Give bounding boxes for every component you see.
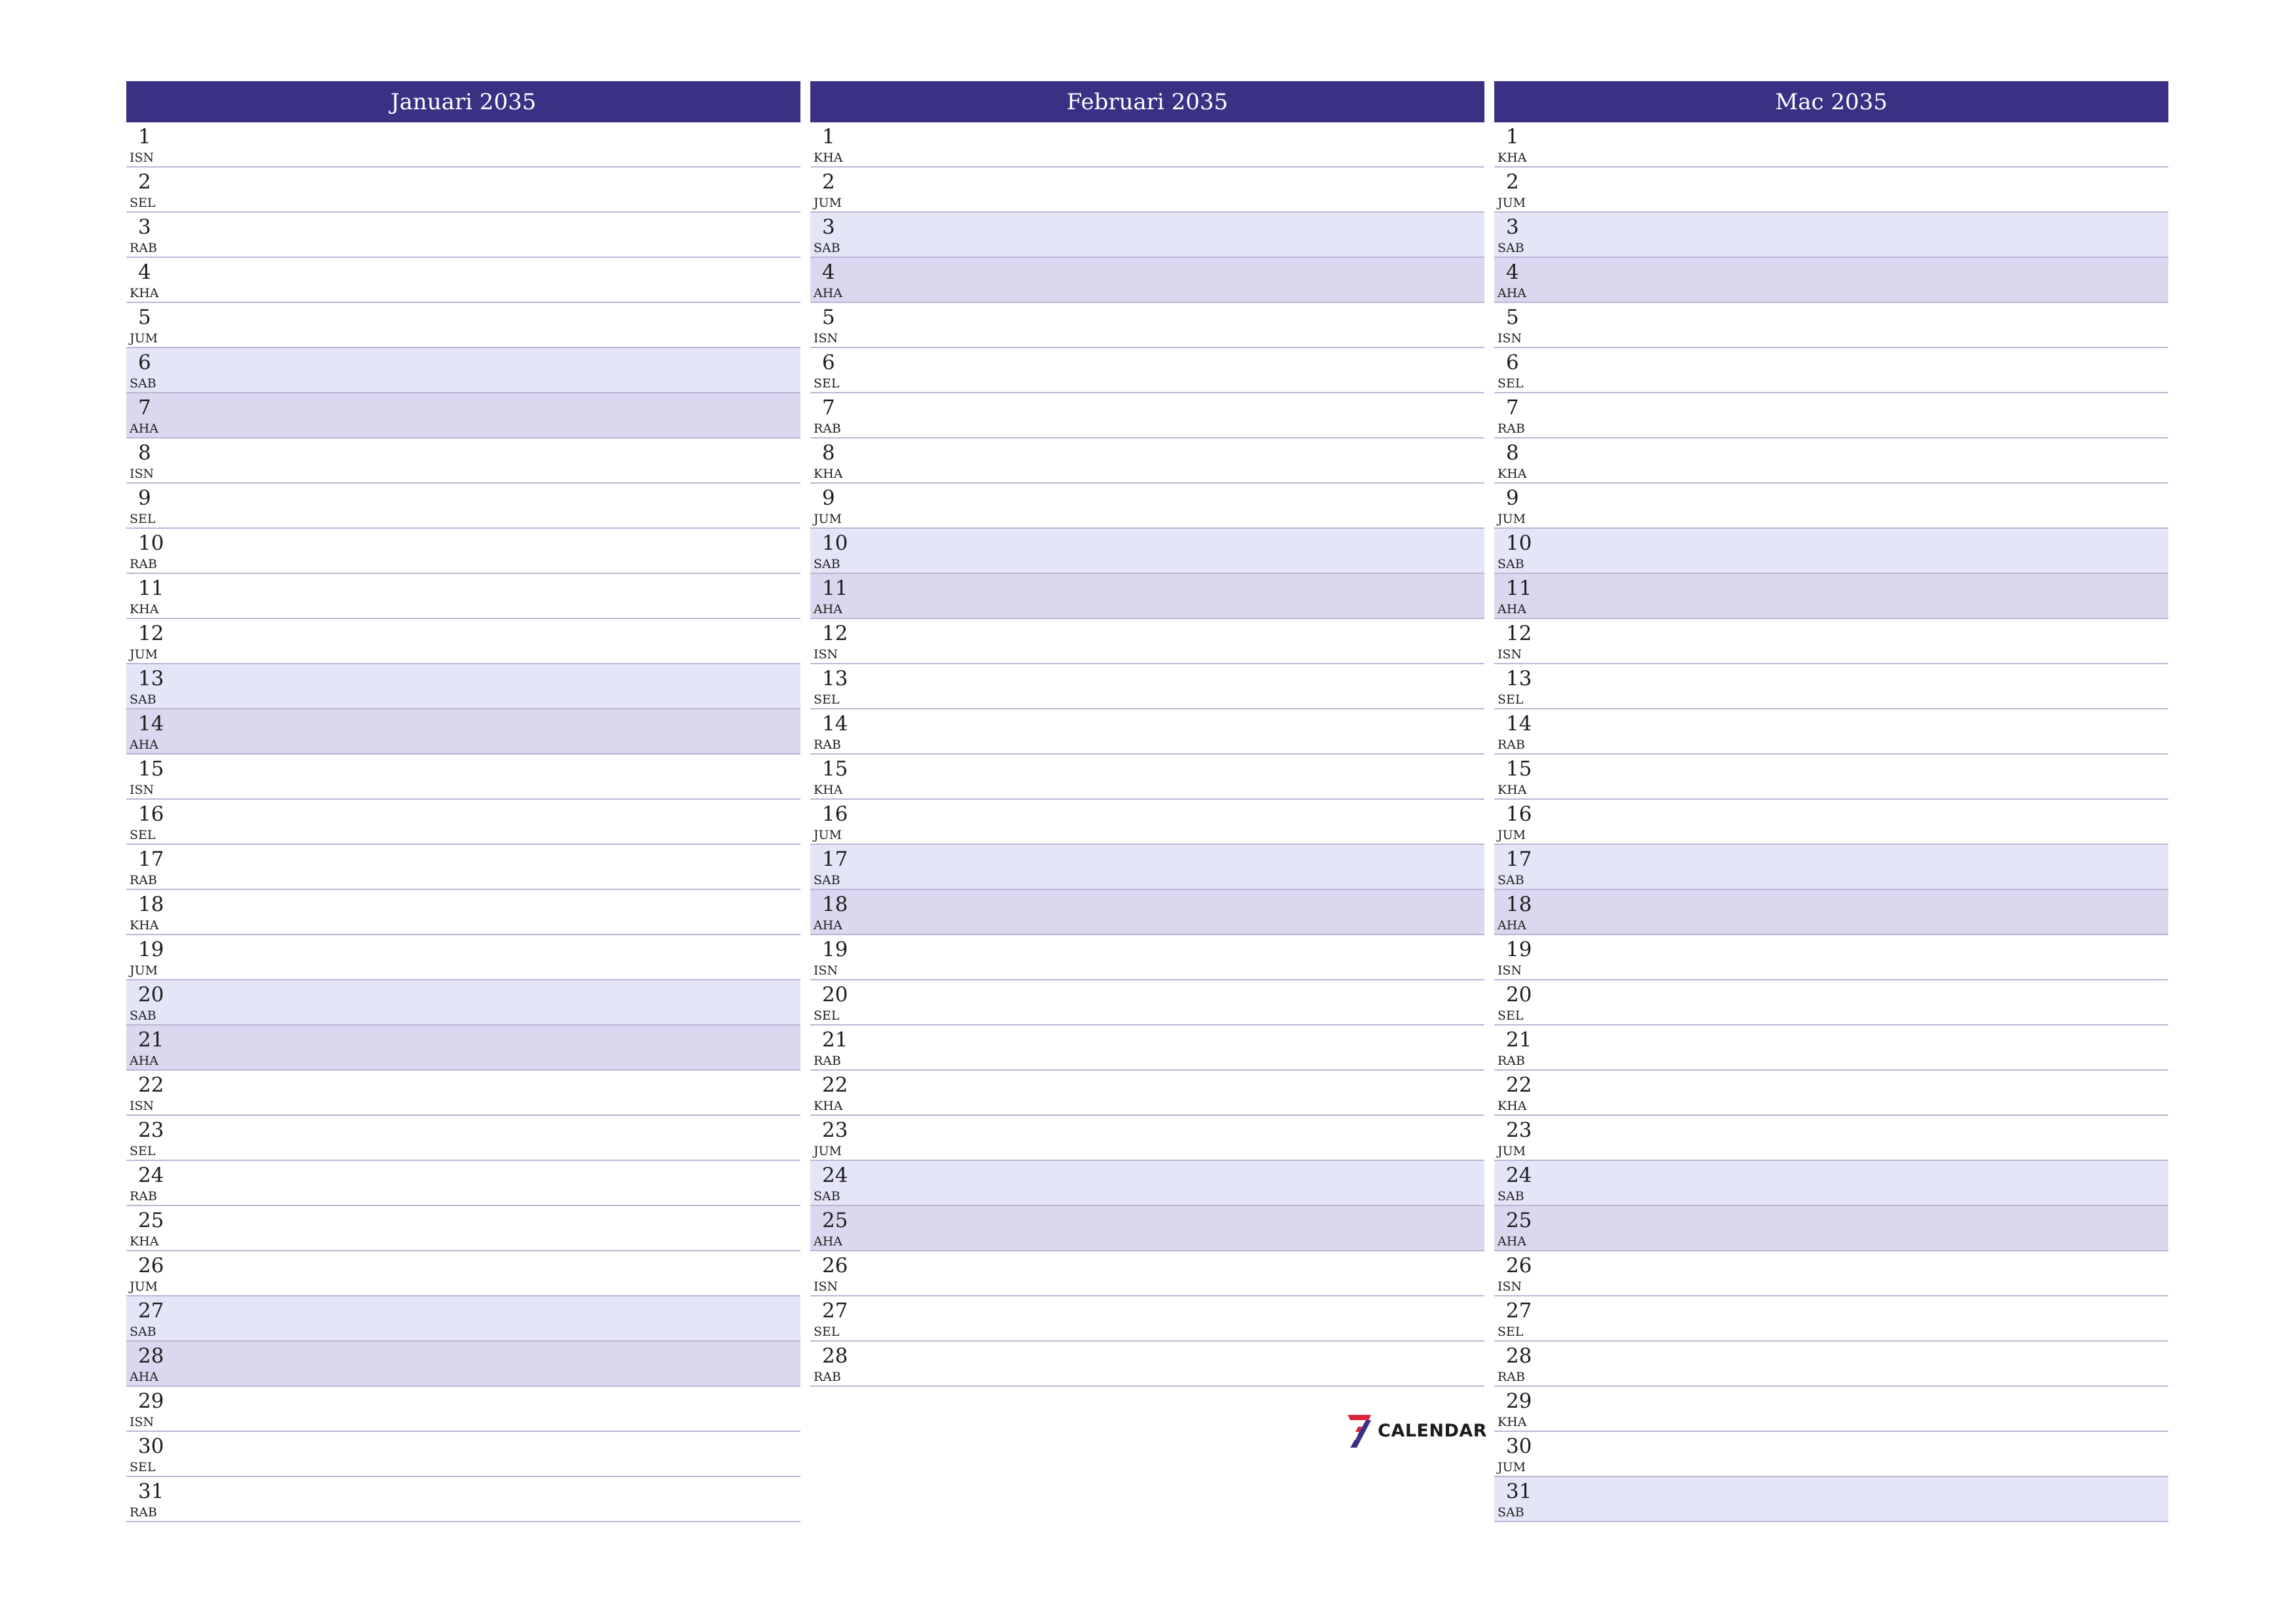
day-number: 21	[1506, 1028, 1532, 1052]
day-name: ISN	[814, 963, 838, 978]
day-name: JUM	[1498, 1460, 1526, 1474]
day-number: 25	[1506, 1209, 1532, 1232]
day-name: ISN	[1498, 647, 1522, 662]
day-name: AHA	[1498, 1234, 1527, 1249]
day-number: 12	[138, 622, 164, 645]
day-number: 8	[1506, 441, 1519, 465]
month-header: Februari 2035	[810, 81, 1484, 122]
day-number: 13	[138, 667, 164, 690]
day-number: 28	[138, 1344, 164, 1368]
day-number: 9	[1506, 486, 1519, 510]
day-number: 29	[138, 1389, 164, 1413]
day-row[interactable]	[810, 213, 1484, 258]
day-name: ISN	[1498, 1279, 1522, 1294]
day-row[interactable]	[1494, 1161, 2168, 1206]
day-row[interactable]	[126, 664, 800, 709]
day-row[interactable]	[1494, 1432, 2168, 1477]
day-number: 17	[138, 847, 164, 871]
day-number: 10	[822, 531, 848, 555]
day-name: RAB	[1498, 421, 1525, 436]
day-row[interactable]	[1494, 1251, 2168, 1296]
seven-logo-icon	[1345, 1412, 1374, 1449]
day-number: 14	[138, 712, 164, 736]
day-name: JUM	[1498, 512, 1526, 526]
day-number: 26	[1506, 1254, 1532, 1277]
day-name: ISN	[1498, 331, 1522, 346]
day-name: RAB	[130, 873, 157, 887]
day-name: RAB	[814, 1054, 841, 1068]
day-number: 19	[1506, 938, 1532, 961]
month-header: Mac 2035	[1494, 81, 2168, 122]
day-row[interactable]	[1494, 574, 2168, 619]
day-row[interactable]	[126, 619, 800, 664]
day-number: 1	[822, 125, 835, 149]
day-row[interactable]	[1494, 484, 2168, 529]
day-row[interactable]	[1494, 529, 2168, 574]
day-row[interactable]	[810, 438, 1484, 484]
day-row[interactable]	[126, 1432, 800, 1477]
day-number: 31	[1506, 1480, 1532, 1503]
day-name: SEL	[130, 1144, 156, 1158]
day-row[interactable]	[1494, 122, 2168, 168]
day-name: AHA	[130, 1054, 159, 1068]
day-number: 1	[138, 125, 151, 149]
day-name: AHA	[1498, 918, 1527, 933]
day-row[interactable]	[1494, 393, 2168, 438]
day-name: SEL	[130, 196, 156, 210]
day-row[interactable]	[1494, 845, 2168, 890]
day-number: 11	[822, 577, 848, 600]
day-name: KHA	[1498, 783, 1527, 797]
day-number: 20	[822, 983, 848, 1007]
day-name: RAB	[130, 241, 157, 255]
day-name: SAB	[130, 376, 156, 391]
day-name: JUM	[814, 196, 842, 210]
day-row[interactable]	[810, 258, 1484, 303]
day-number: 23	[822, 1118, 848, 1142]
day-name: AHA	[1498, 602, 1527, 616]
day-row[interactable]	[126, 755, 800, 800]
day-row[interactable]	[1494, 755, 2168, 800]
day-row[interactable]	[810, 755, 1484, 800]
day-number: 18	[1506, 893, 1532, 916]
day-name: KHA	[814, 1099, 843, 1113]
day-name: KHA	[1498, 1099, 1527, 1113]
day-row[interactable]	[126, 438, 800, 484]
day-number: 25	[138, 1209, 164, 1232]
day-name: RAB	[814, 1370, 841, 1384]
day-name: RAB	[130, 1505, 157, 1520]
day-row[interactable]	[810, 529, 1484, 574]
day-number: 20	[1506, 983, 1532, 1007]
day-number: 9	[822, 486, 835, 510]
day-name: KHA	[814, 467, 843, 481]
day-name: ISN	[130, 467, 154, 481]
day-name: AHA	[1498, 286, 1527, 300]
month-column	[1494, 81, 2168, 1522]
calendar-logo[interactable]	[1345, 1412, 1487, 1449]
day-number: 26	[138, 1254, 164, 1277]
day-name: SAB	[1498, 241, 1524, 255]
day-number: 23	[1506, 1118, 1532, 1142]
day-name: SEL	[814, 376, 840, 391]
day-number: 5	[1506, 306, 1519, 329]
day-number: 2	[822, 170, 835, 194]
day-name: SAB	[1498, 873, 1524, 887]
day-name: SEL	[1498, 692, 1524, 707]
day-name: SEL	[814, 1325, 840, 1339]
day-number: 22	[138, 1073, 164, 1097]
day-number: 2	[138, 170, 151, 194]
day-number: 19	[138, 938, 164, 961]
day-number: 11	[138, 577, 164, 600]
day-name: AHA	[814, 286, 843, 300]
day-number: 28	[1506, 1344, 1532, 1368]
day-row[interactable]	[126, 1251, 800, 1296]
day-number: 19	[822, 938, 848, 961]
day-name: SEL	[1498, 376, 1524, 391]
day-row[interactable]	[1494, 258, 2168, 303]
day-row[interactable]	[1494, 980, 2168, 1026]
day-number: 30	[1506, 1435, 1532, 1458]
day-number: 18	[822, 893, 848, 916]
day-row[interactable]	[126, 1387, 800, 1432]
day-number: 16	[1506, 802, 1532, 826]
day-row[interactable]	[126, 1296, 800, 1342]
day-number: 4	[138, 260, 151, 284]
day-name: AHA	[130, 421, 159, 436]
day-name: SAB	[814, 241, 840, 255]
day-number: 12	[1506, 622, 1532, 645]
day-name: KHA	[130, 286, 159, 300]
day-number: 3	[138, 215, 151, 239]
day-row[interactable]	[810, 168, 1484, 213]
day-row[interactable]	[1494, 168, 2168, 213]
day-row[interactable]	[1494, 1387, 2168, 1432]
day-name: RAB	[130, 557, 157, 571]
day-name: ISN	[1498, 963, 1522, 978]
day-name: KHA	[814, 151, 843, 165]
day-name: JUM	[130, 647, 158, 662]
day-name: KHA	[1498, 467, 1527, 481]
day-row[interactable]	[126, 980, 800, 1026]
day-row[interactable]	[810, 1161, 1484, 1206]
day-row[interactable]	[810, 484, 1484, 529]
day-row[interactable]	[1494, 800, 2168, 845]
day-row[interactable]	[1494, 1026, 2168, 1071]
day-number: 24	[1506, 1164, 1532, 1187]
day-row[interactable]	[1494, 619, 2168, 664]
day-row[interactable]	[810, 890, 1484, 935]
day-number: 27	[822, 1299, 848, 1323]
day-name: KHA	[130, 602, 159, 616]
day-row[interactable]	[126, 1026, 800, 1071]
day-name: KHA	[130, 918, 159, 933]
day-row[interactable]	[810, 122, 1484, 168]
day-row[interactable]	[126, 1071, 800, 1116]
month-column	[126, 81, 800, 1522]
day-row[interactable]	[810, 303, 1484, 348]
day-name: SEL	[130, 828, 156, 842]
day-row[interactable]	[126, 1342, 800, 1387]
day-row[interactable]	[126, 574, 800, 619]
day-number: 30	[138, 1435, 164, 1458]
day-number: 26	[822, 1254, 848, 1277]
day-number: 24	[822, 1164, 848, 1187]
day-name: AHA	[814, 1234, 843, 1249]
day-name: RAB	[1498, 738, 1525, 752]
day-row[interactable]	[126, 845, 800, 890]
calendar-grid	[126, 81, 2170, 1522]
day-name: KHA	[130, 1234, 159, 1249]
day-row[interactable]	[810, 1206, 1484, 1251]
day-row[interactable]	[810, 709, 1484, 755]
day-name: KHA	[1498, 151, 1527, 165]
day-row[interactable]	[1494, 1342, 2168, 1387]
day-row[interactable]	[810, 393, 1484, 438]
day-row[interactable]	[1494, 935, 2168, 980]
day-row[interactable]	[810, 348, 1484, 393]
day-name: SEL	[130, 512, 156, 526]
day-name: SAB	[130, 1008, 156, 1023]
day-number: 15	[822, 757, 848, 781]
day-number: 31	[138, 1480, 164, 1503]
day-name: JUM	[130, 1279, 158, 1294]
day-row[interactable]	[126, 1477, 800, 1522]
day-row[interactable]	[126, 1206, 800, 1251]
day-number: 14	[1506, 712, 1532, 736]
day-row[interactable]	[126, 709, 800, 755]
day-number: 27	[1506, 1299, 1532, 1323]
day-name: JUM	[1498, 1144, 1526, 1158]
day-number: 13	[1506, 667, 1532, 690]
day-row[interactable]	[810, 935, 1484, 980]
day-row[interactable]	[1494, 664, 2168, 709]
day-name: SAB	[1498, 1189, 1524, 1204]
day-name: SAB	[1498, 1505, 1524, 1520]
day-row[interactable]	[810, 1026, 1484, 1071]
day-number: 10	[1506, 531, 1532, 555]
day-name: JUM	[814, 1144, 842, 1158]
day-number: 3	[1506, 215, 1519, 239]
day-number: 15	[138, 757, 164, 781]
day-number: 21	[138, 1028, 164, 1052]
day-number: 16	[138, 802, 164, 826]
day-name: AHA	[130, 1370, 159, 1384]
day-row[interactable]	[126, 213, 800, 258]
day-number: 24	[138, 1164, 164, 1187]
day-number: 6	[822, 351, 835, 374]
day-name: SEL	[814, 1008, 840, 1023]
day-number: 15	[1506, 757, 1532, 781]
day-row[interactable]	[1494, 1116, 2168, 1161]
day-number: 25	[822, 1209, 848, 1232]
day-row[interactable]	[126, 303, 800, 348]
day-row[interactable]	[1494, 890, 2168, 935]
day-row[interactable]	[1494, 709, 2168, 755]
day-name: RAB	[814, 421, 841, 436]
day-number: 12	[822, 622, 848, 645]
month-header: Januari 2035	[126, 81, 800, 122]
day-name: ISN	[814, 647, 838, 662]
day-row[interactable]	[126, 529, 800, 574]
day-row[interactable]	[810, 980, 1484, 1026]
day-name: ISN	[814, 331, 838, 346]
day-name: RAB	[130, 1189, 157, 1204]
day-row[interactable]	[1494, 213, 2168, 258]
day-row[interactable]	[810, 664, 1484, 709]
day-row[interactable]	[810, 1251, 1484, 1296]
day-row[interactable]	[810, 845, 1484, 890]
day-row[interactable]	[126, 935, 800, 980]
day-name: SAB	[814, 557, 840, 571]
day-number: 9	[138, 486, 151, 510]
day-name: SEL	[1498, 1325, 1524, 1339]
day-number: 8	[822, 441, 835, 465]
day-row[interactable]	[1494, 303, 2168, 348]
day-number: 10	[138, 531, 164, 555]
day-row[interactable]	[126, 800, 800, 845]
day-number: 22	[1506, 1073, 1532, 1097]
day-number: 29	[1506, 1389, 1532, 1413]
day-row[interactable]	[810, 1342, 1484, 1387]
day-number: 3	[822, 215, 835, 239]
day-name: KHA	[1498, 1415, 1527, 1429]
day-row[interactable]	[126, 484, 800, 529]
day-number: 17	[822, 847, 848, 871]
day-number: 7	[1506, 396, 1519, 419]
day-row[interactable]	[126, 258, 800, 303]
day-row[interactable]	[1494, 438, 2168, 484]
day-row[interactable]	[1494, 1477, 2168, 1522]
day-number: 23	[138, 1118, 164, 1142]
day-name: AHA	[814, 918, 843, 933]
day-row[interactable]	[810, 1116, 1484, 1161]
day-name: SAB	[1498, 557, 1524, 571]
day-name: JUM	[814, 512, 842, 526]
day-row[interactable]	[1494, 348, 2168, 393]
day-number: 8	[138, 441, 151, 465]
day-name: RAB	[1498, 1370, 1525, 1384]
day-name: RAB	[814, 738, 841, 752]
day-number: 7	[822, 396, 835, 419]
day-row[interactable]	[810, 1296, 1484, 1342]
day-name: JUM	[1498, 196, 1526, 210]
day-number: 1	[1506, 125, 1519, 149]
day-name: SAB	[130, 1325, 156, 1339]
day-row[interactable]	[810, 1071, 1484, 1116]
day-row[interactable]	[1494, 1296, 2168, 1342]
day-row[interactable]	[126, 890, 800, 935]
day-number: 6	[1506, 351, 1519, 374]
day-name: JUM	[130, 331, 158, 346]
day-row[interactable]	[810, 574, 1484, 619]
day-name: ISN	[130, 1099, 154, 1113]
day-row[interactable]	[126, 1116, 800, 1161]
day-name: SEL	[814, 692, 840, 707]
day-row[interactable]	[126, 122, 800, 168]
day-number: 16	[822, 802, 848, 826]
day-name: SEL	[1498, 1008, 1524, 1023]
day-name: ISN	[130, 783, 154, 797]
day-number: 2	[1506, 170, 1519, 194]
day-number: 7	[138, 396, 151, 419]
day-number: 13	[822, 667, 848, 690]
day-name: SEL	[130, 1460, 156, 1474]
day-number: 11	[1506, 577, 1532, 600]
day-row[interactable]	[810, 800, 1484, 845]
day-name: JUM	[130, 963, 158, 978]
day-name: SAB	[814, 873, 840, 887]
day-number: 4	[1506, 260, 1519, 284]
day-number: 14	[822, 712, 848, 736]
day-number: 22	[822, 1073, 848, 1097]
day-number: 20	[138, 983, 164, 1007]
day-row[interactable]	[1494, 1206, 2168, 1251]
day-name: SAB	[814, 1189, 840, 1204]
day-number: 5	[822, 306, 835, 329]
day-name: ISN	[130, 151, 154, 165]
day-name: ISN	[130, 1415, 154, 1429]
day-name: RAB	[1498, 1054, 1525, 1068]
day-number: 27	[138, 1299, 164, 1323]
day-row[interactable]	[126, 393, 800, 438]
day-number: 28	[822, 1344, 848, 1368]
day-name: ISN	[814, 1279, 838, 1294]
month-column	[810, 81, 1484, 1522]
logo-text: CALENDAR	[1378, 1420, 1488, 1441]
day-number: 18	[138, 893, 164, 916]
day-number: 5	[138, 306, 151, 329]
day-name: JUM	[814, 828, 842, 842]
day-name: KHA	[814, 783, 843, 797]
day-row[interactable]	[126, 1161, 800, 1206]
day-number: 6	[138, 351, 151, 374]
day-name: AHA	[814, 602, 843, 616]
day-number: 4	[822, 260, 835, 284]
day-name: SAB	[130, 692, 156, 707]
day-row[interactable]	[1494, 1071, 2168, 1116]
day-row[interactable]	[126, 348, 800, 393]
day-number: 21	[822, 1028, 848, 1052]
day-row[interactable]	[126, 168, 800, 213]
day-name: JUM	[1498, 828, 1526, 842]
day-row[interactable]	[810, 619, 1484, 664]
day-name: AHA	[130, 738, 159, 752]
day-number: 17	[1506, 847, 1532, 871]
